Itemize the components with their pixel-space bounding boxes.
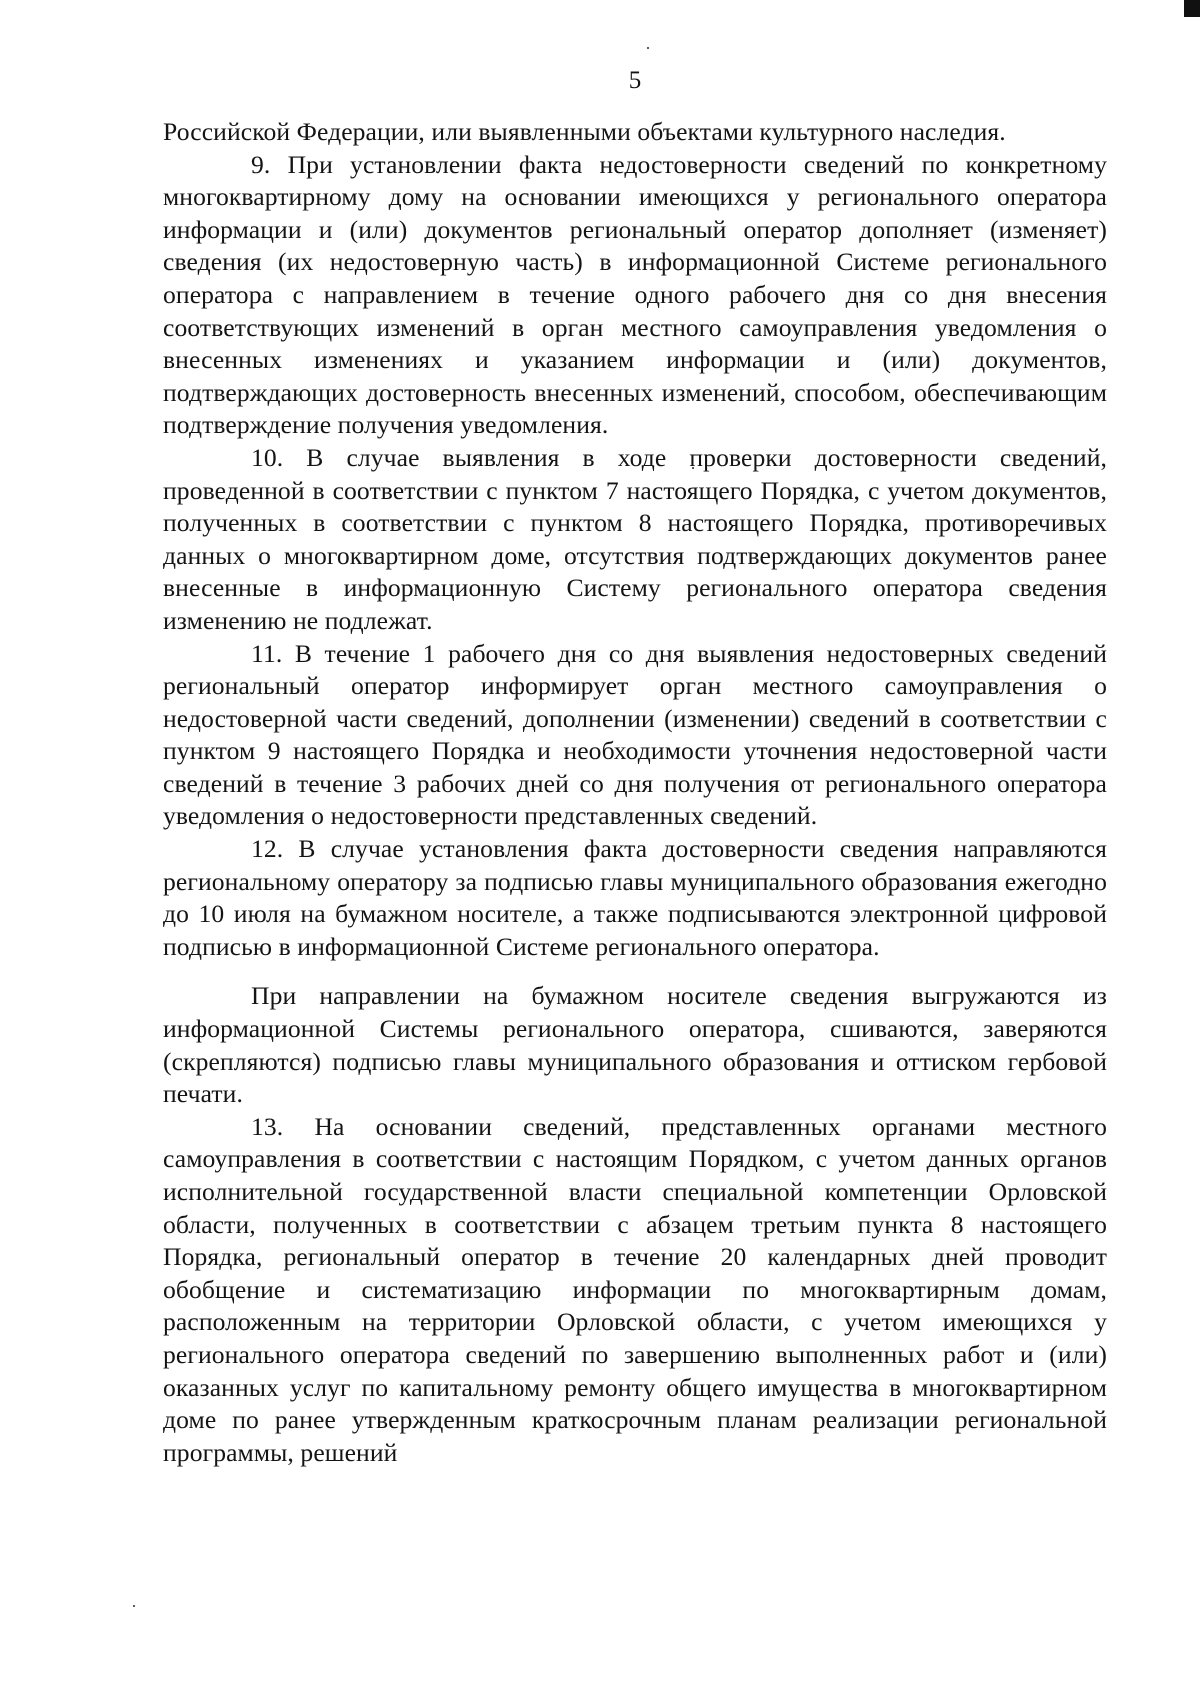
- paragraph-12-continued: При направлении на бумажном носителе сведения выгружаются из информационной Системы регионального оператора, сшиваются, заверяются (скрепляются) подписью главы муниципального образования и оттиском гербовой печати.: [163, 981, 1107, 1109]
- paragraph-10: 10. В случае выявления в ходе проверки достоверности сведений, проведенной в соответствии с пунктом 7 настоящего Порядка, с учетом документов, полученных в соответствии с пунктом 8 настоящего Порядка, противоречивых данных о многоквартирном доме, отсутствия подтверждающих документов ранее внесенные в информационную Систему регионального оператора сведения изменению не подлежат.: [163, 442, 1107, 635]
- paragraph-9: 9. При установлении факта недостоверности сведений по конкретному многоквартирному дому на основании имеющихся у регионального оператора информации и (или) документов региональный оператор дополняет (изменяет) сведения (их недостоверную часть) в информационной Системе регионального оператора с направлением в течение одного рабочего дня со дня внесения соответствующих изменений в орган местного самоуправления уведомления о внесенных изменениях и указанием информации и (или) документов, подтверждающих достоверность внесенных изменений, способом, обеспечивающим подтверждение получения уведомления.: [163, 149, 1107, 440]
- paragraph-continuation: Российской Федерации, или выявленными объектами культурного наследия.: [163, 117, 1006, 146]
- scan-speck: [647, 47, 649, 49]
- scan-speck: [133, 1605, 135, 1607]
- document-body: [163, 116, 1107, 1469]
- scan-edge-mark: [1184, 0, 1200, 17]
- paragraph-11: 11. В течение 1 рабочего дня со дня выявления недостоверных сведений региональный оператор информирует орган местного самоуправления о недостоверной части сведений, дополнении (изменении) сведений в соответствии с пунктом 9 настоящего Порядка и необходимости уточнения недостоверной части сведений в течение 3 рабочих дней со дня получения от регионального оператора уведомления о недостоверности представленных сведений.: [163, 638, 1107, 831]
- page-number: 5: [628, 67, 642, 94]
- paragraph-13: 13. На основании сведений, представленных органами местного самоуправления в соответствии с настоящим Порядком, с учетом данных органов исполнительной государственной власти специальной компетенции Орловской области, полученных в соответствии с абзацем третьим пункта 8 настоящего Порядка, региональный оператор в течение 20 календарных дней проводит обобщение и систематизацию информации по многоквартирным домам, расположенным на территории Орловской области, с учетом имеющихся у регионального оператора сведений по завершению выполненных работ и (или) оказанных услуг по капитальному ремонту общего имущества в многоквартирном доме по ранее утвержденным краткосрочным планам реализации региональной программы, решений: [163, 1111, 1107, 1467]
- paragraph-12: 12. В случае установления факта достоверности сведения направляются региональному оператору за подписью главы муниципального образования ежегодно до 10 июля на бумажном носителе, а также подписываются электронной цифровой подписью в информационной Системе регионального оператора.: [163, 834, 1107, 961]
